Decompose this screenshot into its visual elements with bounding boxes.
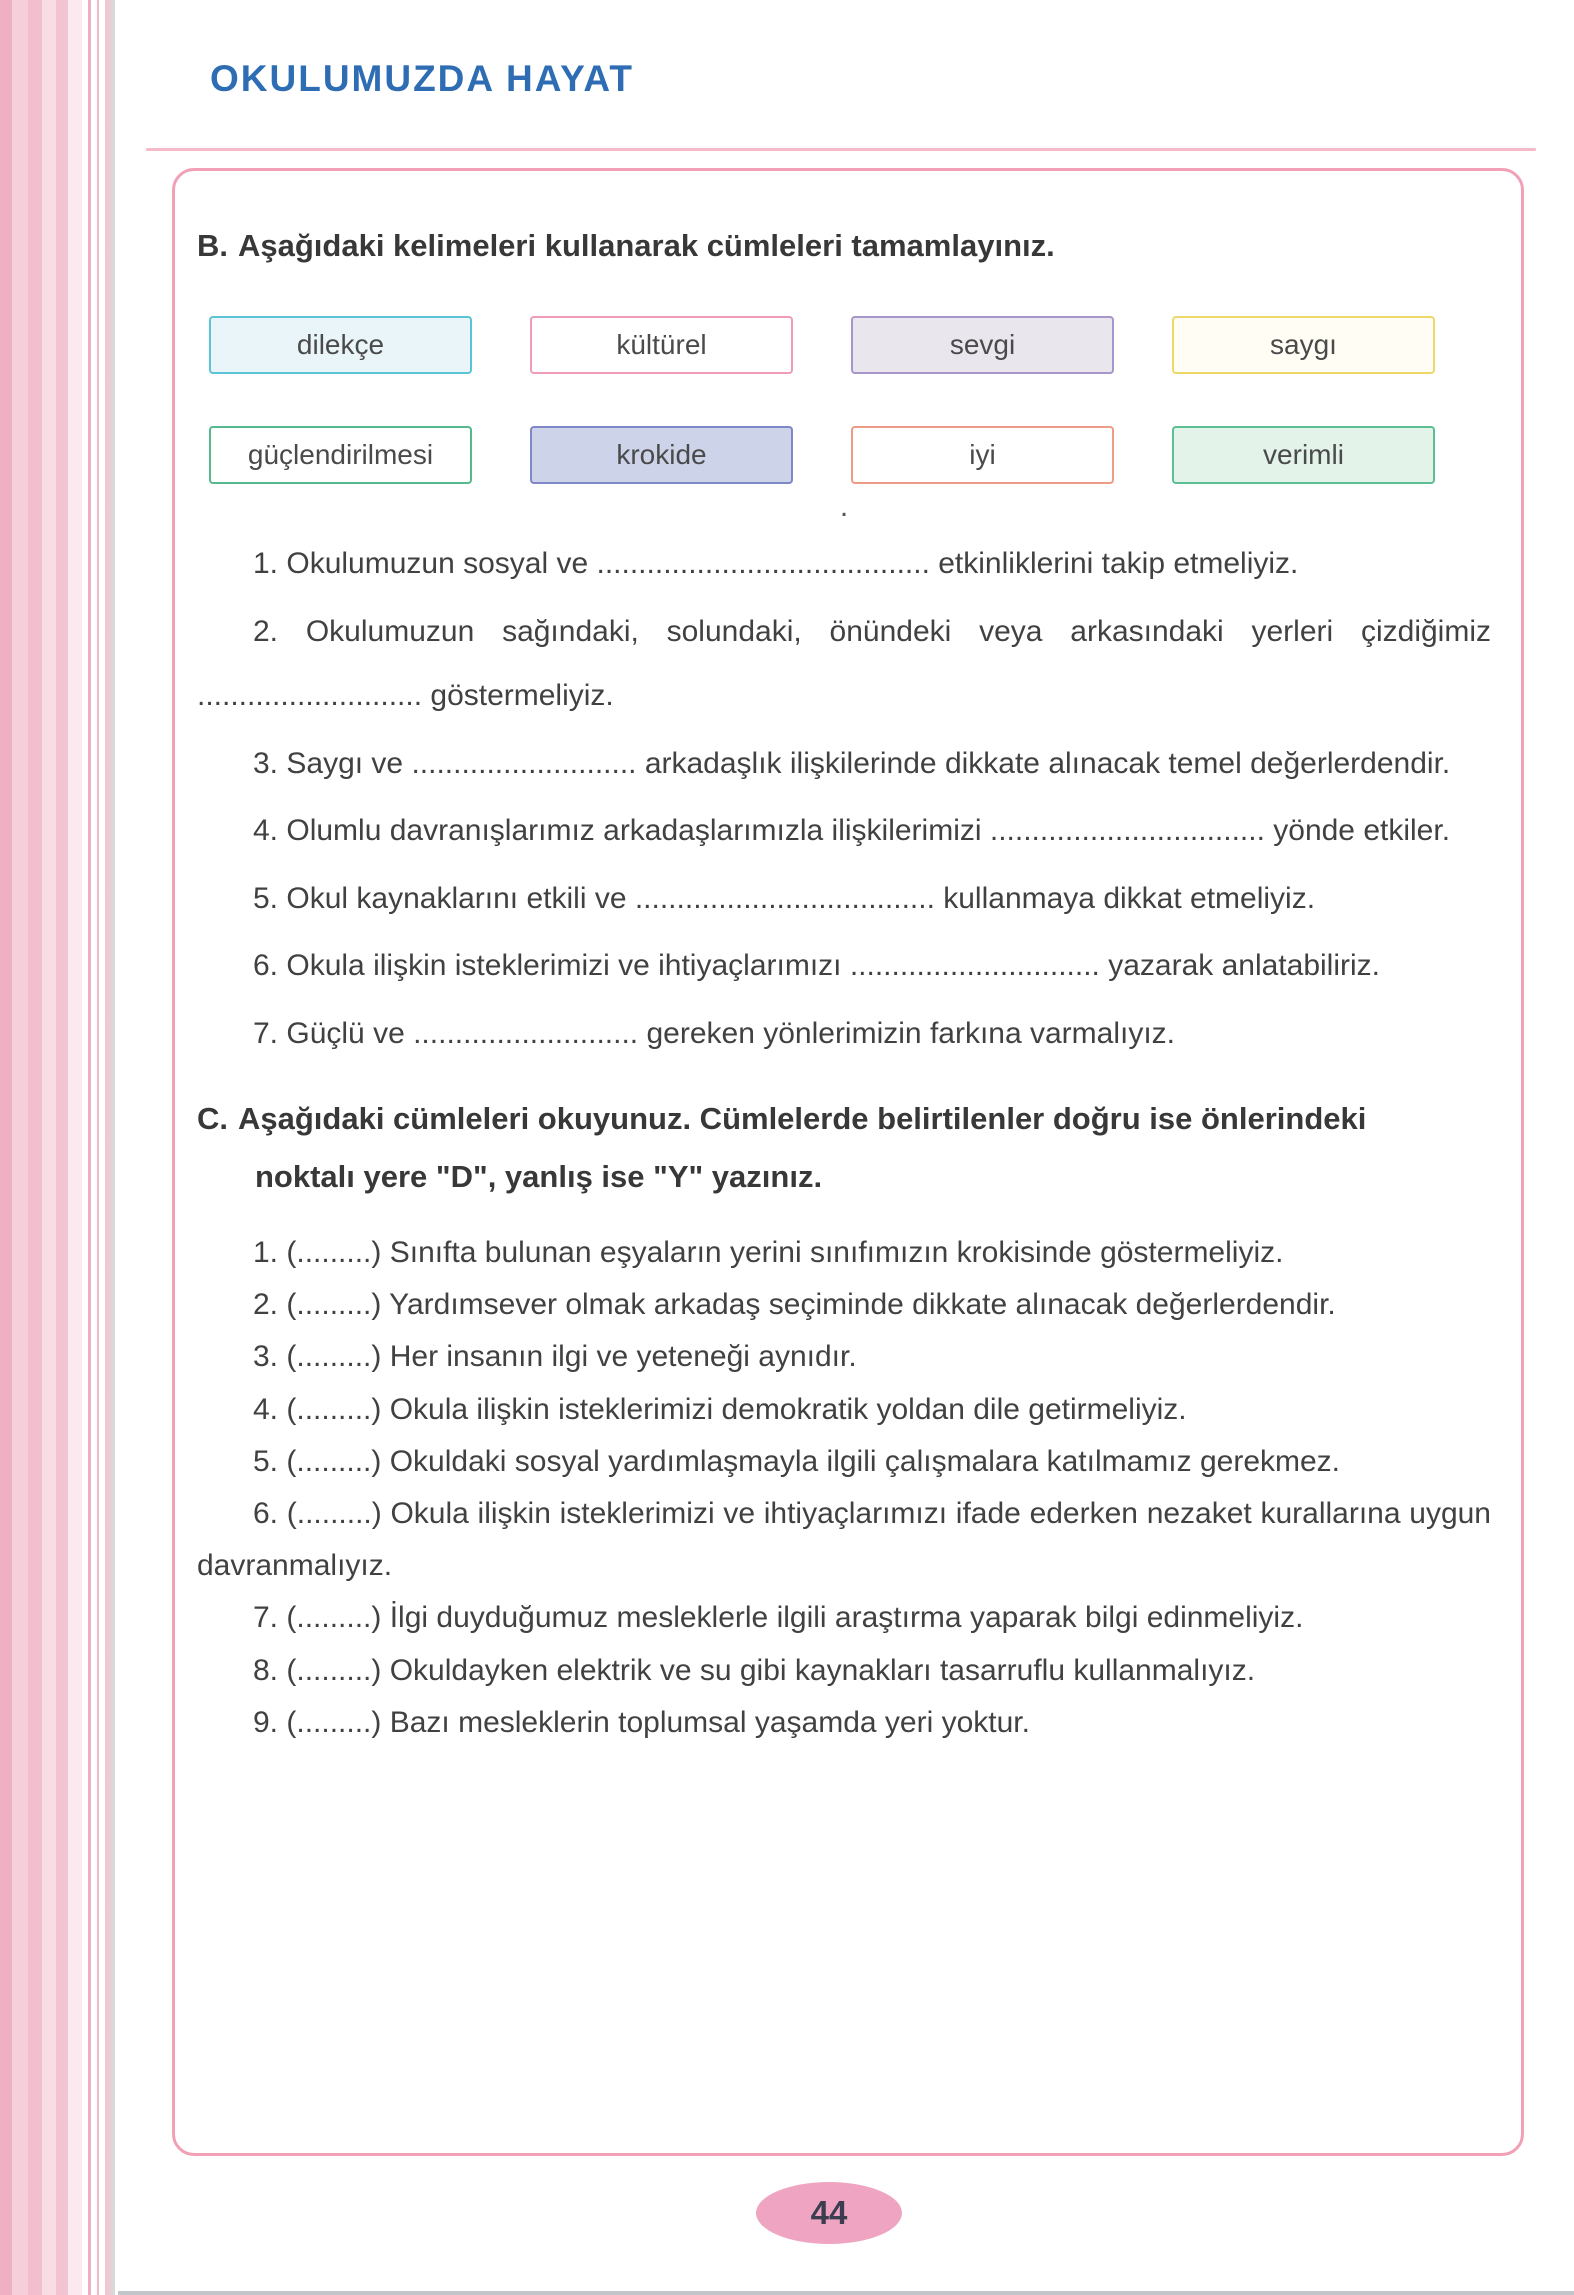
item-blank: (.........) bbox=[286, 1236, 382, 1270]
item-number: 2. bbox=[253, 1288, 279, 1322]
true-false-item bbox=[197, 1592, 1491, 1644]
word-bank bbox=[209, 316, 1435, 484]
item-text: Sınıfta bulunan eşyaların yerini sınıfımızın krokisinde göstermeliyiz. bbox=[389, 1236, 1284, 1270]
sentence-text: Güçlü ve ........................... gereken yönlerimizin farkına varmalıyız. bbox=[286, 1016, 1176, 1050]
fill-in-sentence bbox=[197, 732, 1491, 797]
section-b-title-text: Aşağıdaki kelimeleri kullanarak cümleleri tamamlayınız. bbox=[238, 228, 1055, 263]
header-divider bbox=[146, 148, 1536, 151]
word-box-kulturel bbox=[530, 316, 793, 374]
word-label: iyi bbox=[969, 439, 996, 471]
true-false-items bbox=[197, 1227, 1491, 1749]
item-text: İlgi duyduğumuz mesleklerle ilgili araştırma yaparak bilgi edinmeliyiz. bbox=[389, 1601, 1304, 1635]
sentence-text: Olumlu davranışlarımız arkadaşlarımızla ilişkilerimizi ................................. yönde etkiler. bbox=[286, 814, 1451, 848]
item-blank: (.........) bbox=[286, 1340, 382, 1374]
section-c-label: C. bbox=[197, 1101, 228, 1137]
word-label: kültürel bbox=[616, 329, 707, 361]
sentence-number: 7. bbox=[253, 1016, 279, 1050]
item-text: Okuldayken elektrik ve su gibi kaynakları tasarruflu kullanmalıyız. bbox=[389, 1653, 1256, 1687]
fill-in-sentence bbox=[197, 799, 1491, 864]
item-number: 9. bbox=[253, 1705, 279, 1739]
true-false-item bbox=[197, 1279, 1491, 1331]
sentence-number: 5. bbox=[253, 881, 279, 915]
item-number: 5. bbox=[253, 1444, 279, 1478]
sentence-text: Okul kaynaklarını etkili ve .................................... kullanmaya dikkat etmeliyiz. bbox=[286, 881, 1316, 915]
fill-in-sentence bbox=[197, 934, 1491, 999]
sentence-number: 3. bbox=[253, 746, 279, 780]
word-label: saygı bbox=[1270, 329, 1337, 361]
word-box-dilekce bbox=[209, 316, 472, 374]
word-box-iyi bbox=[851, 426, 1114, 484]
word-label: dilekçe bbox=[296, 329, 385, 361]
sentence-number: 6. bbox=[253, 949, 279, 983]
true-false-item bbox=[197, 1697, 1491, 1749]
item-number: 6. bbox=[253, 1496, 279, 1530]
sentence-text: Okulumuzun sağındaki, solundaki, önündeki veya arkasındaki yerleri çizdiğimiz ........................... göstermeliyiz. bbox=[197, 614, 1491, 713]
item-number: 8. bbox=[253, 1653, 279, 1687]
exercise-box bbox=[172, 168, 1524, 2156]
page-title: OKULUMUZDA HAYAT bbox=[210, 58, 634, 99]
item-blank: (.........) bbox=[286, 1653, 382, 1687]
scan-bottom-edge bbox=[118, 2291, 1574, 2295]
page-number-badge bbox=[756, 2182, 902, 2244]
item-blank: (.........) bbox=[286, 1496, 382, 1530]
true-false-item bbox=[197, 1227, 1491, 1279]
book-binding-decoration bbox=[0, 0, 118, 2295]
sentence-number: 1. bbox=[253, 547, 279, 581]
true-false-item bbox=[197, 1436, 1491, 1488]
item-number: 1. bbox=[253, 1236, 279, 1270]
item-text: Okuldaki sosyal yardımlaşmayla ilgili çalışmalara katılmamız gerekmez. bbox=[389, 1444, 1341, 1478]
item-number: 3. bbox=[253, 1340, 279, 1374]
section-b-title bbox=[197, 217, 1491, 274]
fill-in-sentence bbox=[197, 532, 1491, 597]
item-text: Her insanın ilgi ve yeteneği aynıdır. bbox=[389, 1340, 857, 1374]
true-false-item bbox=[197, 1384, 1491, 1436]
section-c-title-line1: Aşağıdaki cümleleri okuyunuz. Cümlelerde belirtilenler doğru ise önlerindeki bbox=[238, 1101, 1367, 1137]
item-blank: (.........) bbox=[286, 1705, 382, 1739]
item-number: 7. bbox=[253, 1601, 279, 1635]
item-text: Okula ilişkin isteklerimizi demokratik yoldan dile getirmeliyiz. bbox=[389, 1392, 1187, 1426]
section-b-label: B. bbox=[197, 228, 228, 263]
item-blank: (.........) bbox=[286, 1392, 382, 1426]
item-blank: (.........) bbox=[286, 1601, 382, 1635]
word-box-krokide bbox=[530, 426, 793, 484]
item-text: Bazı mesleklerin toplumsal yaşamda yeri yoktur. bbox=[389, 1705, 1030, 1739]
word-box-guclendirilmesi bbox=[209, 426, 472, 484]
item-text: Okula ilişkin isteklerimizi ve ihtiyaçlarımızı ifade ederken nezaket kurallarına uygun davranmalıyız. bbox=[197, 1496, 1491, 1583]
word-box-sevgi bbox=[851, 316, 1114, 374]
fill-in-sentence bbox=[197, 1002, 1491, 1067]
sentence-text: Okulumuzun sosyal ve ........................................ etkinliklerini takip etmeliyiz. bbox=[286, 547, 1299, 581]
true-false-item bbox=[197, 1331, 1491, 1383]
word-label: krokide bbox=[616, 439, 707, 471]
sentence-number: 2. bbox=[253, 614, 279, 648]
word-box-saygi bbox=[1172, 316, 1435, 374]
true-false-item bbox=[197, 1645, 1491, 1697]
section-c-title bbox=[197, 1090, 1491, 1205]
sentence-number: 4. bbox=[253, 814, 279, 848]
item-blank: (.........) bbox=[286, 1288, 382, 1322]
item-blank: (.........) bbox=[286, 1444, 382, 1478]
fill-in-sentence bbox=[197, 600, 1491, 729]
fill-in-sentences bbox=[197, 532, 1491, 1066]
sentence-text: Saygı ve ........................... arkadaşlık ilişkilerinde dikkate alınacak temel değerlerdendir. bbox=[286, 746, 1451, 780]
word-box-verimli bbox=[1172, 426, 1435, 484]
item-number: 4. bbox=[253, 1392, 279, 1426]
true-false-item bbox=[197, 1488, 1491, 1592]
item-text: Yardımsever olmak arkadaş seçiminde dikkate alınacak değerlerdendir. bbox=[389, 1288, 1336, 1322]
page-content bbox=[118, 0, 1574, 2295]
stray-mark: . bbox=[839, 490, 849, 524]
word-label: verimli bbox=[1263, 439, 1344, 471]
word-label: sevgi bbox=[949, 329, 1016, 361]
fill-in-sentence bbox=[197, 867, 1491, 932]
word-label: güçlendirilmesi bbox=[247, 439, 434, 471]
page-number: 44 bbox=[810, 2194, 848, 2231]
sentence-text: Okula ilişkin isteklerimizi ve ihtiyaçlarımızı .............................. yazarak anlatabiliriz. bbox=[286, 949, 1380, 983]
section-c-title-line2: noktalı yere "D", yanlış ise "Y" yazınız. bbox=[255, 1158, 823, 1194]
